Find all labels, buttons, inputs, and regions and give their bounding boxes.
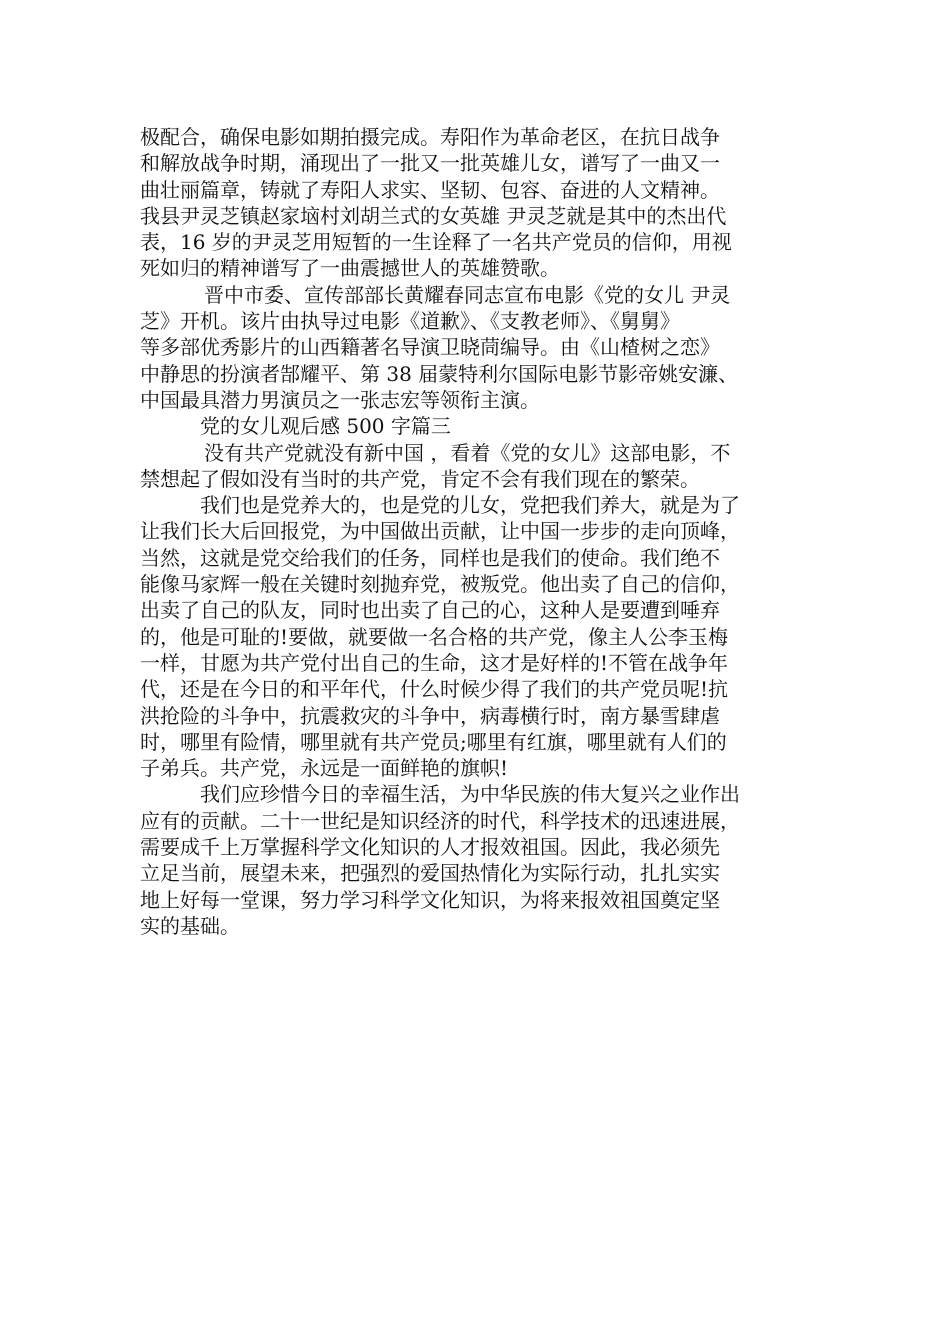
paragraph-start-line: 我们应珍惜今日的幸福生活，为中华民族的伟大复兴之业作出 — [200, 782, 740, 807]
text-line: 子弟兵。共产党，永远是一面鲜艳的旗帜! — [140, 756, 509, 781]
section-heading: 党的女儿观后感 500 字篇三 — [200, 414, 451, 439]
text-line: 极配合，确保电影如期拍摄完成。寿阳作为革命老区，在抗日战争 — [140, 125, 720, 149]
text-line: 和解放战争时期，涌现出了一批又一批英雄儿女，谱写了一曲又一 — [140, 151, 720, 176]
text-line: 我县尹灵芝镇赵家垴村刘胡兰式的女英雄 尹灵芝就是其中的杰出代 — [140, 203, 727, 228]
text-line: 实的基础。 — [140, 913, 240, 938]
text-line: 能像马家辉一般在关键时刻抛弃党，被叛党。他出卖了自己的信仰， — [140, 572, 740, 597]
text-line: 出卖了自己的队友，同时也出卖了自己的心，这种人是要遭到唾弃 — [140, 598, 720, 623]
text-line: 芝》开机。该片由执导过电影《道歉》、《支教老师》、《舅舅》 — [140, 309, 680, 334]
text-line: 当然，这就是党交给我们的任务，同样也是我们的使命。我们绝不 — [140, 545, 720, 570]
text-line: 洪抢险的斗争中，抗震救灾的斗争中，病毒横行时，南方暴雪肆虐 — [140, 703, 720, 728]
text-line: 应有的贡献。二十一世纪是知识经济的时代，科学技术的迅速进展， — [140, 808, 740, 833]
text-line: 地上好每一堂课，努力学习科学文化知识，为将来报效祖国奠定坚 — [140, 887, 720, 912]
text-line: 中国最具潜力男演员之一张志宏等领衔主演。 — [140, 387, 540, 412]
text-line: 一样，甘愿为共产党付出自己的生命，这才是好样的!不管在战争年 — [140, 650, 729, 675]
text-line: 需要成千上万掌握科学文化知识的人才报效祖国。因此，我必须先 — [140, 835, 720, 860]
text-line: 让我们长大后回报党，为中国做出贡献，让中国一步步的走向顶峰， — [140, 519, 740, 544]
text-line: 禁想起了假如没有当时的共产党，肯定不会有我们现在的繁荣。 — [140, 466, 700, 491]
paragraph-start-line: 没有共产党就没有新中国 ，看着《党的女儿》这部电影，不 — [204, 440, 731, 465]
text-line: 等多部优秀影片的山西籍著名导演卫晓茼编导。由《山楂树之恋》 — [140, 335, 720, 360]
text-line: 立足当前，展望未来，把强烈的爱国热情化为实际行动，扎扎实实 — [140, 861, 720, 886]
paragraph-start-line: 我们也是党养大的，也是党的儿女，党把我们养大，就是为了 — [200, 493, 740, 518]
paragraph-start-line: 晋中市委、宣传部部长黄耀春同志宣布电影《党的女儿 尹灵 — [204, 282, 731, 307]
text-line: 时，哪里有险情，哪里就有共产党员;哪里有红旗，哪里就有人们的 — [140, 729, 727, 754]
text-line: 的，他是可耻的!要做，就要做一名合格的共产党，像主人公李玉梅 — [140, 624, 729, 649]
text-line: 中静思的扮演者郜耀平、第 38 届蒙特利尔国际电影节影帝姚安濂、 — [140, 361, 739, 386]
text-line: 曲壮丽篇章，铸就了寿阳人求实、坚韧、包容、奋进的人文精神。 — [140, 177, 720, 202]
text-line: 表，16 岁的尹灵芝用短暂的一生诠释了一名共产党员的信仰，用视 — [140, 230, 732, 255]
text-line: 死如归的精神谱写了一曲震撼世人的英雄赞歌。 — [140, 256, 560, 281]
document-body — [140, 124, 820, 939]
text-line: 代，还是在今日的和平年代，什么时候少得了我们的共产党员呢!抗 — [140, 677, 729, 702]
